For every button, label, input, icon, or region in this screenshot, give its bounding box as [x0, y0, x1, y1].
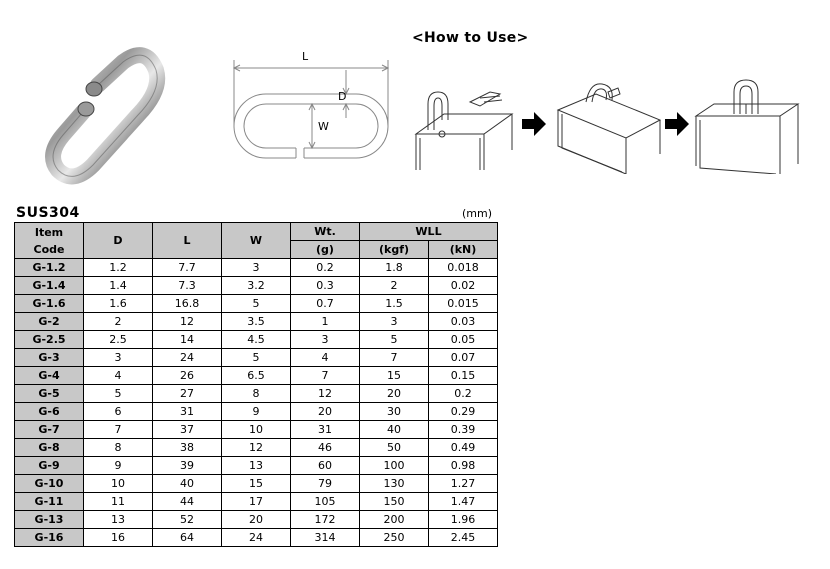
table-row: [15, 385, 498, 403]
table-row: [15, 403, 498, 421]
table-cell: 3: [291, 331, 360, 349]
table-cell: 3.5: [222, 313, 291, 331]
table-cell: 10: [84, 475, 153, 493]
table-cell: 0.39: [429, 421, 498, 439]
how-to-step-3-illustration: [694, 74, 800, 174]
item-code-cell: G-2.5: [15, 331, 84, 349]
item-code-cell: G-6: [15, 403, 84, 421]
table-cell: 7.7: [153, 259, 222, 277]
table-cell: 0.07: [429, 349, 498, 367]
item-code-cell: G-8: [15, 439, 84, 457]
table-cell: 46: [291, 439, 360, 457]
table-cell: 200: [360, 511, 429, 529]
table-cell: 12: [222, 439, 291, 457]
header-l: L: [153, 223, 222, 259]
table-cell: 6: [84, 403, 153, 421]
header-wt: Wt.: [291, 223, 360, 241]
header-item-code: [15, 223, 84, 259]
table-cell: 1.96: [429, 511, 498, 529]
table-cell: 30: [360, 403, 429, 421]
table-cell: 4: [291, 349, 360, 367]
how-to-step-1-illustration: [414, 74, 514, 174]
table-cell: 11: [84, 493, 153, 511]
table-cell: 0.015: [429, 295, 498, 313]
table-row: [15, 313, 498, 331]
table-cell: 0.98: [429, 457, 498, 475]
table-cell: 5: [222, 295, 291, 313]
table-row: [15, 259, 498, 277]
table-cell: 0.05: [429, 331, 498, 349]
table-cell: 27: [153, 385, 222, 403]
table-cell: 14: [153, 331, 222, 349]
table-cell: 20: [291, 403, 360, 421]
dimension-diagram: [226, 40, 396, 170]
table-cell: 1.5: [360, 295, 429, 313]
table-cell: 0.018: [429, 259, 498, 277]
table-cell: 38: [153, 439, 222, 457]
table-cell: 0.29: [429, 403, 498, 421]
table-cell: 1.2: [84, 259, 153, 277]
table-cell: 44: [153, 493, 222, 511]
table-row: [15, 529, 498, 547]
table-cell: 2.5: [84, 331, 153, 349]
table-cell: 16.8: [153, 295, 222, 313]
table-cell: 31: [153, 403, 222, 421]
table-cell: 20: [222, 511, 291, 529]
table-cell: 1.47: [429, 493, 498, 511]
table-cell: 2.45: [429, 529, 498, 547]
table-row: [15, 421, 498, 439]
table-cell: 0.03: [429, 313, 498, 331]
table-cell: 3: [360, 313, 429, 331]
table-cell: 15: [360, 367, 429, 385]
header-kn: (kN): [429, 241, 498, 259]
diagram-label-l: L: [302, 50, 309, 63]
table-cell: 7.3: [153, 277, 222, 295]
item-code-cell: G-5: [15, 385, 84, 403]
table-row: [15, 511, 498, 529]
table-cell: 0.15: [429, 367, 498, 385]
table-cell: 7: [360, 349, 429, 367]
table-cell: 2: [84, 313, 153, 331]
header-kgf: (kgf): [360, 241, 429, 259]
header-wt-unit: (g): [291, 241, 360, 259]
table-cell: 15: [222, 475, 291, 493]
table-cell: 13: [222, 457, 291, 475]
table-row: [15, 493, 498, 511]
diagram-label-d: D: [338, 90, 347, 103]
material-label: SUS304: [16, 205, 80, 221]
table-cell: 0.7: [291, 295, 360, 313]
table-cell: 100: [360, 457, 429, 475]
table-cell: 16: [84, 529, 153, 547]
table-cell: 5: [360, 331, 429, 349]
table-row: [15, 367, 498, 385]
product-photo: [28, 40, 178, 190]
table-cell: 1.4: [84, 277, 153, 295]
unit-label: (mm): [462, 207, 493, 220]
table-cell: 17: [222, 493, 291, 511]
table-cell: 314: [291, 529, 360, 547]
table-cell: 0.2: [291, 259, 360, 277]
arrow-right-icon: [665, 112, 689, 136]
table-cell: 39: [153, 457, 222, 475]
table-cell: 3: [222, 259, 291, 277]
table-cell: 10: [222, 421, 291, 439]
how-to-step-2-illustration: [556, 74, 662, 174]
table-cell: 12: [291, 385, 360, 403]
table-cell: 172: [291, 511, 360, 529]
header-w: W: [222, 223, 291, 259]
item-code-cell: G-4: [15, 367, 84, 385]
table-cell: 105: [291, 493, 360, 511]
table-cell: 0.02: [429, 277, 498, 295]
table-cell: 6.5: [222, 367, 291, 385]
item-code-cell: G-11: [15, 493, 84, 511]
table-cell: 24: [153, 349, 222, 367]
table-cell: 37: [153, 421, 222, 439]
table-cell: 24: [222, 529, 291, 547]
table-cell: 4: [84, 367, 153, 385]
header-item-code-line2: Code: [33, 242, 65, 256]
table-row: [15, 457, 498, 475]
table-cell: 1.27: [429, 475, 498, 493]
table-cell: 5: [84, 385, 153, 403]
header-d: D: [84, 223, 153, 259]
item-code-cell: G-10: [15, 475, 84, 493]
table-cell: 8: [84, 439, 153, 457]
item-code-cell: G-1.6: [15, 295, 84, 313]
table-cell: 40: [360, 421, 429, 439]
table-cell: 2: [360, 277, 429, 295]
table-cell: 7: [291, 367, 360, 385]
table-cell: 0.3: [291, 277, 360, 295]
table-cell: 64: [153, 529, 222, 547]
table-cell: 9: [222, 403, 291, 421]
table-cell: 13: [84, 511, 153, 529]
table-cell: 50: [360, 439, 429, 457]
item-code-cell: G-1.2: [15, 259, 84, 277]
table-cell: 5: [222, 349, 291, 367]
table-cell: 79: [291, 475, 360, 493]
table-cell: 20: [360, 385, 429, 403]
arrow-right-icon: [522, 112, 546, 136]
diagram-label-w: W: [318, 120, 329, 133]
how-to-use-title: <How to Use>: [412, 30, 529, 46]
item-code-cell: G-7: [15, 421, 84, 439]
item-code-cell: G-2: [15, 313, 84, 331]
table-row: [15, 295, 498, 313]
table-cell: 7: [84, 421, 153, 439]
table-row: [15, 277, 498, 295]
table-cell: 3.2: [222, 277, 291, 295]
table-cell: 60: [291, 457, 360, 475]
item-code-cell: G-9: [15, 457, 84, 475]
table-row: [15, 475, 498, 493]
table-row: [15, 331, 498, 349]
table-cell: 1.6: [84, 295, 153, 313]
table-cell: 26: [153, 367, 222, 385]
table-cell: 8: [222, 385, 291, 403]
item-code-cell: G-1.4: [15, 277, 84, 295]
item-code-cell: G-3: [15, 349, 84, 367]
table-cell: 130: [360, 475, 429, 493]
table-cell: 0.49: [429, 439, 498, 457]
table-cell: 1: [291, 313, 360, 331]
table-cell: 40: [153, 475, 222, 493]
header-wll: WLL: [360, 223, 498, 241]
table-cell: 4.5: [222, 331, 291, 349]
table-cell: 31: [291, 421, 360, 439]
table-cell: 250: [360, 529, 429, 547]
table-cell: 3: [84, 349, 153, 367]
item-code-cell: G-13: [15, 511, 84, 529]
table-cell: 12: [153, 313, 222, 331]
table-cell: 0.2: [429, 385, 498, 403]
table-cell: 1.8: [360, 259, 429, 277]
table-cell: 9: [84, 457, 153, 475]
table-row: [15, 439, 498, 457]
item-code-cell: G-16: [15, 529, 84, 547]
spec-table: [14, 222, 498, 547]
table-cell: 150: [360, 493, 429, 511]
table-cell: 52: [153, 511, 222, 529]
header-item-code-line1: Item: [34, 225, 64, 239]
table-row: [15, 349, 498, 367]
